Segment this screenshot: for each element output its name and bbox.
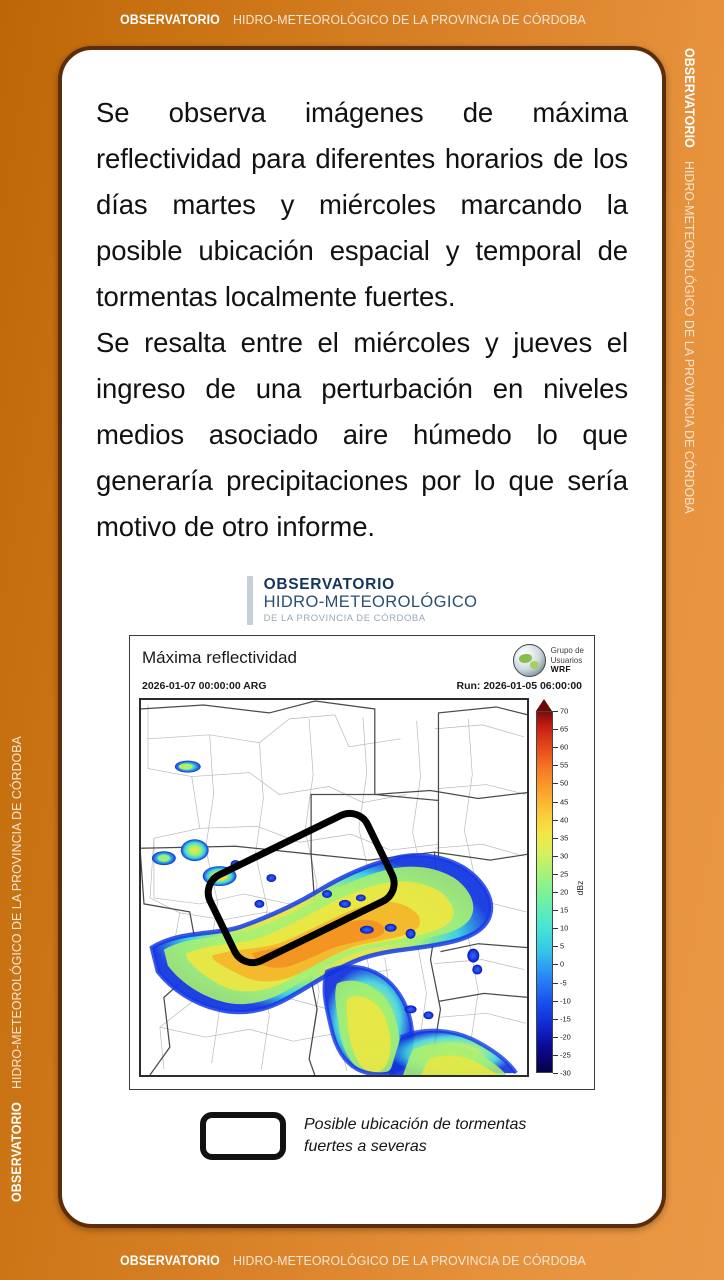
colorbar-tick-label: -5 (560, 978, 567, 987)
colorbar-tick-mark (553, 838, 558, 839)
branding-light-top: HIDRO-METEOROLÓGICO DE LA PROVINCIA DE CÓRDOBA (233, 12, 586, 27)
figure-legend (152, 1112, 572, 1160)
colorbar-tick-label: 5 (560, 941, 565, 951)
colorbar-tick-mark (553, 892, 558, 893)
colorbar-tick-mark (553, 874, 558, 875)
colorbar-tick-label: 45 (560, 797, 569, 806)
branding-band-left (8, 0, 44, 1280)
colorbar-unit-label: dBz (575, 880, 585, 895)
colorbar-tick-mark (553, 856, 558, 857)
colorbar-top-arrow (536, 699, 552, 711)
legend-caption: Posible ubicación de tormentas fuertes a severas (304, 1116, 527, 1155)
branding-light-left: HIDRO-METEOROLÓGICO DE LA PROVINCIA DE CÓRDOBA (9, 735, 24, 1089)
globe-icon (513, 644, 546, 677)
branding-light-bottom: HIDRO-METEOROLÓGICO DE LA PROVINCIA DE CÓRDOBA (233, 1253, 586, 1268)
map-panel (139, 698, 529, 1077)
colorbar-tick-mark (553, 910, 558, 911)
logo-accent-bar (247, 576, 253, 625)
colorbar-tick-label: 60 (560, 742, 569, 752)
colorbar-tick-label: -30 (560, 1068, 571, 1078)
colorbar-tick-label: 0 (560, 959, 565, 969)
colorbar-tick-mark (553, 729, 558, 730)
colorbar-tick-mark (553, 820, 558, 821)
colorbar-tick-label: 10 (560, 923, 569, 933)
wrf-user-group-logo (513, 644, 584, 677)
wrf-logo-line2: Usuarios (550, 655, 583, 665)
colorbar-tick-label: -15 (560, 1014, 571, 1024)
colorbar-tick-mark (553, 1019, 558, 1020)
branding-light-right: HIDRO-METEOROLÓGICO DE LA PROVINCIA DE CÓRDOBA (682, 161, 697, 515)
colorbar-tick-label: 65 (560, 724, 569, 734)
logo-line-observatorio: OBSERVATORIO (263, 576, 395, 593)
branding-band-top (0, 11, 724, 29)
colorbar-tick-mark (553, 747, 558, 748)
logo-line-provincia: DE LA PROVINCIA DE CÓRDOBA (263, 613, 426, 624)
wrf-logo-line1: Grupo de (550, 646, 584, 656)
colorbar (536, 698, 590, 1077)
colorbar-tick-mark (553, 783, 558, 784)
branding-band-bottom (0, 1252, 724, 1270)
colorbar-tick-mark (553, 802, 558, 803)
colorbar-tick-label: 50 (560, 778, 569, 788)
colorbar-tick-label: -20 (560, 1032, 571, 1042)
colorbar-tick-mark (553, 1055, 558, 1056)
content-card (58, 46, 666, 1228)
colorbar-tick-mark (553, 928, 558, 929)
reflectivity-figure (129, 635, 595, 1090)
logo-line-hidrometeorologico: HIDRO-METEOROLÓGICO (263, 593, 478, 611)
colorbar-tick-mark (553, 765, 558, 766)
colorbar-tick-label: 15 (560, 905, 569, 915)
branding-band-right (680, 0, 716, 1280)
colorbar-tick-label: -10 (560, 996, 571, 1006)
colorbar-tick-mark (553, 711, 558, 712)
wrf-logo-line3: WRF (550, 664, 571, 675)
figure-valid-time: 2026-01-07 00:00:00 ARG (142, 680, 267, 692)
observatory-logo (96, 576, 628, 625)
reflectivity-map (140, 699, 528, 1076)
colorbar-tick-mark (553, 983, 558, 984)
colorbar-tick-mark (553, 964, 558, 965)
colorbar-tick-mark (553, 1073, 558, 1074)
branding-strong-left: OBSERVATORIO (9, 1102, 24, 1202)
colorbar-tick-label: 35 (560, 833, 569, 843)
colorbar-gradient (536, 711, 553, 1073)
figure-run-time: Run: 2026-01-05 06:00:00 (456, 680, 582, 692)
figure-title: Máxima reflectividad (142, 648, 297, 667)
colorbar-tick-label: 20 (560, 887, 569, 897)
colorbar-tick-mark (553, 1037, 558, 1038)
colorbar-tick-label: 40 (560, 815, 569, 825)
colorbar-tick-label: 30 (560, 851, 569, 861)
colorbar-tick-mark (553, 946, 558, 947)
colorbar-tick-label: -25 (560, 1050, 571, 1060)
legend-swatch-box (200, 1112, 286, 1160)
branding-strong-bottom: OBSERVATORIO (119, 1253, 220, 1268)
paragraph-forecast: Se resalta entre el miércoles y jueves el ingreso de una perturbación en niveles medios asociado aire húmedo lo que generaría precipitaciones por lo que sería motivo de otro informe. (96, 327, 628, 542)
colorbar-tick-label: 55 (560, 760, 569, 770)
colorbar-tick-label: 70 (560, 706, 569, 716)
branding-strong-right: OBSERVATORIO (682, 48, 697, 148)
paragraph-observation: Se observa imágenes de máxima reflectividad para diferentes horarios de los días martes y miércoles marcando la posible ubicación espacial y temporal de tormentas localmente fuertes. (96, 97, 628, 312)
colorbar-tick-label: 25 (560, 869, 569, 879)
branding-strong-top: OBSERVATORIO (119, 12, 220, 27)
colorbar-tick-mark (553, 1001, 558, 1002)
